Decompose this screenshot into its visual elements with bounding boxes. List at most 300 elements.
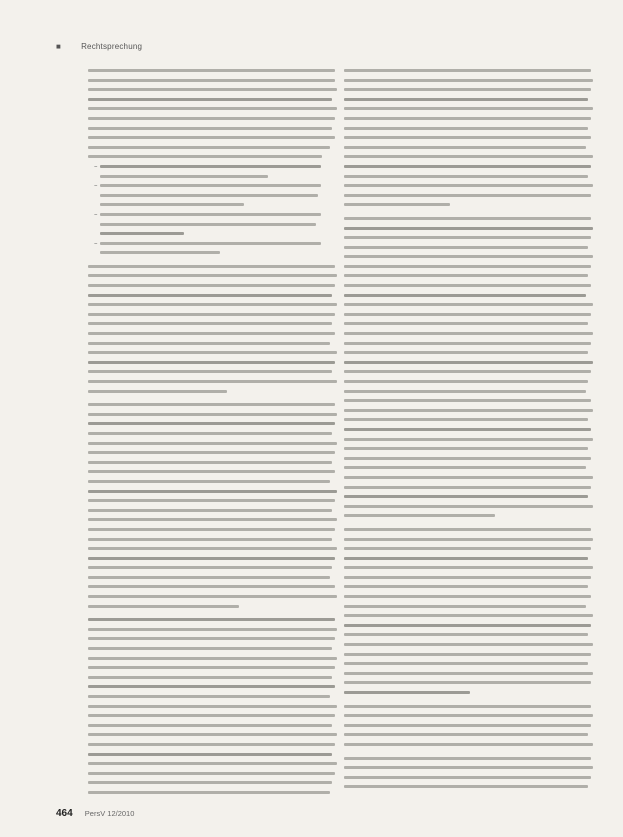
text-line	[88, 152, 340, 162]
text-run	[344, 457, 591, 460]
text-run	[344, 155, 593, 158]
text-line	[344, 85, 596, 95]
text-run	[344, 576, 591, 579]
text-run	[344, 595, 591, 598]
text-line	[94, 162, 340, 172]
list-dash-icon: –	[94, 181, 98, 190]
text-line	[88, 544, 340, 554]
text-run	[344, 227, 593, 230]
text-line	[344, 162, 596, 172]
text-run	[100, 242, 321, 245]
text-line	[344, 377, 596, 387]
text-line	[344, 582, 596, 592]
text-run	[88, 666, 335, 669]
text-run	[88, 117, 335, 120]
text-run	[344, 705, 591, 708]
text-run	[88, 294, 332, 297]
text-run	[344, 733, 588, 736]
text-line	[344, 406, 596, 416]
text-run	[88, 413, 337, 416]
text-run	[88, 403, 335, 406]
text-run	[88, 332, 335, 335]
text-run	[344, 547, 591, 550]
text-line	[344, 525, 596, 535]
text-line	[88, 387, 340, 397]
text-run	[88, 724, 332, 727]
text-run	[344, 724, 591, 727]
text-line	[88, 759, 340, 769]
text-line	[94, 181, 340, 191]
text-line	[88, 281, 340, 291]
text-line	[88, 95, 340, 105]
text-line	[344, 473, 596, 483]
text-line	[344, 387, 596, 397]
text-line	[344, 782, 596, 792]
text-run	[344, 714, 593, 717]
text-run	[88, 538, 332, 541]
text-line	[88, 124, 340, 134]
list-dash-icon: –	[94, 161, 98, 170]
text-run	[344, 351, 588, 354]
text-run	[88, 566, 332, 569]
text-run	[88, 733, 337, 736]
text-line	[344, 773, 596, 783]
text-run	[344, 203, 450, 206]
text-run	[344, 557, 588, 560]
text-line	[88, 300, 340, 310]
text-line	[344, 511, 596, 521]
text-run	[344, 136, 591, 139]
text-line	[344, 415, 596, 425]
text-run	[88, 595, 337, 598]
text-line	[344, 124, 596, 134]
text-run	[344, 303, 593, 306]
text-run	[344, 766, 593, 769]
text-run	[88, 480, 330, 483]
text-line	[344, 563, 596, 573]
text-run	[88, 772, 335, 775]
text-run	[344, 466, 586, 469]
text-line	[344, 792, 596, 794]
text-line	[88, 85, 340, 95]
text-line	[344, 740, 596, 750]
text-run	[88, 422, 335, 425]
text-line	[344, 444, 596, 454]
text-run	[100, 223, 316, 226]
text-line	[88, 143, 340, 153]
text-run	[88, 705, 337, 708]
text-line	[88, 750, 340, 760]
text-run	[344, 776, 591, 779]
text-run	[100, 232, 184, 235]
text-line	[344, 669, 596, 679]
text-line	[344, 730, 596, 740]
text-run	[344, 184, 593, 187]
text-line	[88, 310, 340, 320]
text-run	[344, 88, 591, 91]
text-line	[344, 310, 596, 320]
text-line	[344, 214, 596, 224]
text-run	[88, 361, 335, 364]
text-run	[100, 175, 268, 178]
text-run	[88, 557, 335, 560]
text-run	[344, 528, 591, 531]
text-line	[88, 778, 340, 788]
text-run	[88, 380, 337, 383]
text-line	[344, 621, 596, 631]
text-line	[344, 702, 596, 712]
text-line	[344, 224, 596, 234]
text-line	[344, 66, 596, 76]
text-run	[88, 743, 335, 746]
text-line	[344, 650, 596, 660]
text-line	[344, 592, 596, 602]
text-run	[100, 251, 220, 254]
text-line	[344, 329, 596, 339]
text-run	[344, 194, 591, 197]
text-run	[88, 127, 332, 130]
text-run	[344, 117, 591, 120]
text-line	[94, 210, 340, 220]
text-line	[88, 625, 340, 635]
text-run	[88, 79, 335, 82]
text-line	[88, 400, 340, 410]
text-run	[344, 361, 593, 364]
text-line	[344, 544, 596, 554]
text-run	[100, 184, 321, 187]
text-line	[344, 76, 596, 86]
text-column-right	[344, 66, 596, 794]
text-line	[344, 114, 596, 124]
text-line	[88, 262, 340, 272]
text-line	[344, 262, 596, 272]
issue-label: PersV 12/2010	[84, 809, 135, 818]
text-run	[344, 399, 591, 402]
text-line	[88, 554, 340, 564]
text-line	[88, 573, 340, 583]
text-line	[344, 243, 596, 253]
text-run	[100, 203, 244, 206]
text-line	[344, 630, 596, 640]
text-run	[88, 628, 337, 631]
text-line	[344, 348, 596, 358]
text-line	[88, 319, 340, 329]
text-line	[344, 300, 596, 310]
text-line	[100, 172, 340, 182]
text-run	[344, 447, 588, 450]
text-run	[88, 432, 332, 435]
text-run	[88, 451, 335, 454]
text-run	[344, 605, 586, 608]
text-line	[88, 721, 340, 731]
text-line	[88, 419, 340, 429]
text-line	[88, 506, 340, 516]
text-run	[88, 390, 227, 393]
text-line	[88, 582, 340, 592]
text-line	[88, 682, 340, 692]
text-run	[344, 313, 591, 316]
text-run	[88, 791, 330, 794]
running-header	[56, 42, 142, 56]
text-run	[344, 757, 591, 760]
section-title: Rechtsprechung	[81, 42, 143, 51]
text-run	[88, 576, 330, 579]
text-run	[344, 107, 593, 110]
text-run	[88, 322, 332, 325]
text-line	[88, 702, 340, 712]
text-run	[88, 676, 332, 679]
text-line	[88, 410, 340, 420]
text-run	[344, 332, 593, 335]
text-run	[344, 246, 588, 249]
text-run	[88, 685, 335, 688]
text-run	[88, 342, 330, 345]
page-footer	[56, 808, 134, 819]
text-line	[88, 711, 340, 721]
header-bullet-icon: ■	[56, 42, 61, 51]
text-line	[88, 592, 340, 602]
text-line	[88, 644, 340, 654]
text-line	[344, 640, 596, 650]
text-run	[344, 785, 588, 788]
text-line	[88, 692, 340, 702]
text-line	[344, 463, 596, 473]
text-run	[344, 165, 591, 168]
text-run	[344, 643, 593, 646]
text-line	[88, 477, 340, 487]
text-run	[88, 618, 335, 621]
text-run	[88, 490, 337, 493]
text-line	[344, 143, 596, 153]
text-line	[344, 492, 596, 502]
text-run	[344, 236, 591, 239]
text-run	[344, 79, 593, 82]
text-run	[344, 217, 591, 220]
text-run	[344, 322, 588, 325]
text-line	[344, 573, 596, 583]
text-run	[88, 461, 332, 464]
text-run	[100, 213, 321, 216]
text-run	[88, 753, 332, 756]
text-line	[88, 429, 340, 439]
text-run	[88, 637, 335, 640]
text-line	[344, 271, 596, 281]
text-run	[344, 653, 591, 656]
text-run	[344, 566, 593, 569]
text-line	[344, 435, 596, 445]
text-run	[88, 657, 337, 660]
text-run	[344, 69, 591, 72]
text-run	[344, 538, 593, 541]
text-run	[344, 486, 591, 489]
text-line	[88, 515, 340, 525]
text-run	[88, 647, 332, 650]
text-line	[344, 172, 596, 182]
text-run	[88, 442, 337, 445]
text-line	[100, 200, 340, 210]
text-line	[88, 114, 340, 124]
text-line	[88, 66, 340, 76]
text-run	[344, 633, 588, 636]
page-number: 464	[56, 808, 73, 819]
text-line	[344, 554, 596, 564]
text-run	[88, 370, 332, 373]
text-run	[344, 743, 593, 746]
text-line	[344, 611, 596, 621]
text-line	[88, 563, 340, 573]
text-line	[344, 454, 596, 464]
text-run	[344, 175, 588, 178]
text-line	[88, 525, 340, 535]
text-run	[88, 585, 335, 588]
text-run	[88, 518, 337, 521]
text-run	[344, 438, 593, 441]
text-line	[88, 76, 340, 86]
text-line	[344, 152, 596, 162]
text-line	[88, 377, 340, 387]
text-line	[88, 367, 340, 377]
text-line	[88, 104, 340, 114]
text-line	[344, 339, 596, 349]
text-line	[344, 502, 596, 512]
text-line	[88, 348, 340, 358]
text-line	[344, 535, 596, 545]
text-line	[344, 252, 596, 262]
text-line	[88, 487, 340, 497]
text-run	[344, 691, 470, 694]
text-line	[88, 448, 340, 458]
text-line	[344, 678, 596, 688]
text-line	[88, 769, 340, 779]
text-line	[88, 496, 340, 506]
text-line	[344, 291, 596, 301]
text-run	[344, 505, 593, 508]
text-run	[88, 265, 335, 268]
text-run	[88, 303, 337, 306]
text-run	[344, 681, 591, 684]
text-run	[344, 294, 586, 297]
text-line	[344, 358, 596, 368]
text-run	[88, 714, 335, 717]
text-run	[344, 662, 588, 665]
text-run	[88, 509, 332, 512]
text-run	[344, 98, 588, 101]
text-line	[88, 133, 340, 143]
text-line	[344, 95, 596, 105]
text-run	[344, 127, 588, 130]
text-run	[344, 380, 588, 383]
text-line	[88, 458, 340, 468]
text-line	[88, 535, 340, 545]
text-line	[88, 358, 340, 368]
text-line	[344, 319, 596, 329]
text-run	[344, 585, 588, 588]
text-run	[344, 255, 593, 258]
text-line	[88, 673, 340, 683]
text-line	[344, 281, 596, 291]
text-run	[88, 547, 337, 550]
text-line	[88, 329, 340, 339]
text-line	[88, 602, 340, 612]
text-run	[88, 528, 335, 531]
text-line	[344, 659, 596, 669]
text-line	[344, 754, 596, 764]
text-line	[88, 291, 340, 301]
list-dash-icon: –	[94, 238, 98, 247]
text-run	[88, 470, 335, 473]
text-line	[344, 233, 596, 243]
text-run	[88, 351, 337, 354]
text-line	[344, 200, 596, 210]
text-line	[344, 367, 596, 377]
text-line	[344, 191, 596, 201]
text-line	[344, 181, 596, 191]
text-run	[100, 194, 318, 197]
text-line	[344, 483, 596, 493]
text-line	[88, 654, 340, 664]
text-line	[88, 730, 340, 740]
text-run	[344, 274, 588, 277]
text-line	[88, 339, 340, 349]
text-run	[88, 605, 239, 608]
text-run	[88, 136, 335, 139]
text-line	[88, 615, 340, 625]
text-run	[344, 370, 591, 373]
text-line	[344, 133, 596, 143]
text-run	[344, 342, 591, 345]
text-line	[100, 191, 340, 201]
text-run	[88, 499, 335, 502]
text-run	[344, 476, 593, 479]
text-line	[100, 248, 340, 258]
text-run	[344, 146, 586, 149]
text-run	[88, 155, 322, 158]
text-column-left	[88, 66, 340, 794]
text-line	[88, 467, 340, 477]
text-run	[100, 165, 321, 168]
text-run	[88, 695, 330, 698]
text-run	[88, 274, 337, 277]
list-dash-icon: –	[94, 209, 98, 218]
text-line	[344, 688, 596, 698]
text-line	[344, 763, 596, 773]
text-run	[344, 265, 591, 268]
text-line	[100, 229, 340, 239]
text-run	[88, 146, 330, 149]
text-run	[88, 88, 337, 91]
text-run	[88, 284, 335, 287]
text-run	[344, 409, 593, 412]
text-run	[88, 313, 335, 316]
text-run	[88, 781, 332, 784]
text-line	[344, 721, 596, 731]
text-line	[344, 602, 596, 612]
text-line	[88, 788, 340, 794]
text-run	[88, 762, 337, 765]
text-run	[344, 495, 588, 498]
text-run	[88, 98, 332, 101]
text-run	[344, 514, 495, 517]
text-line	[344, 104, 596, 114]
text-run	[344, 418, 588, 421]
text-line	[88, 271, 340, 281]
text-run	[344, 390, 586, 393]
text-run	[344, 284, 591, 287]
text-run	[344, 624, 591, 627]
text-line	[88, 439, 340, 449]
text-line	[88, 663, 340, 673]
text-run	[344, 672, 593, 675]
